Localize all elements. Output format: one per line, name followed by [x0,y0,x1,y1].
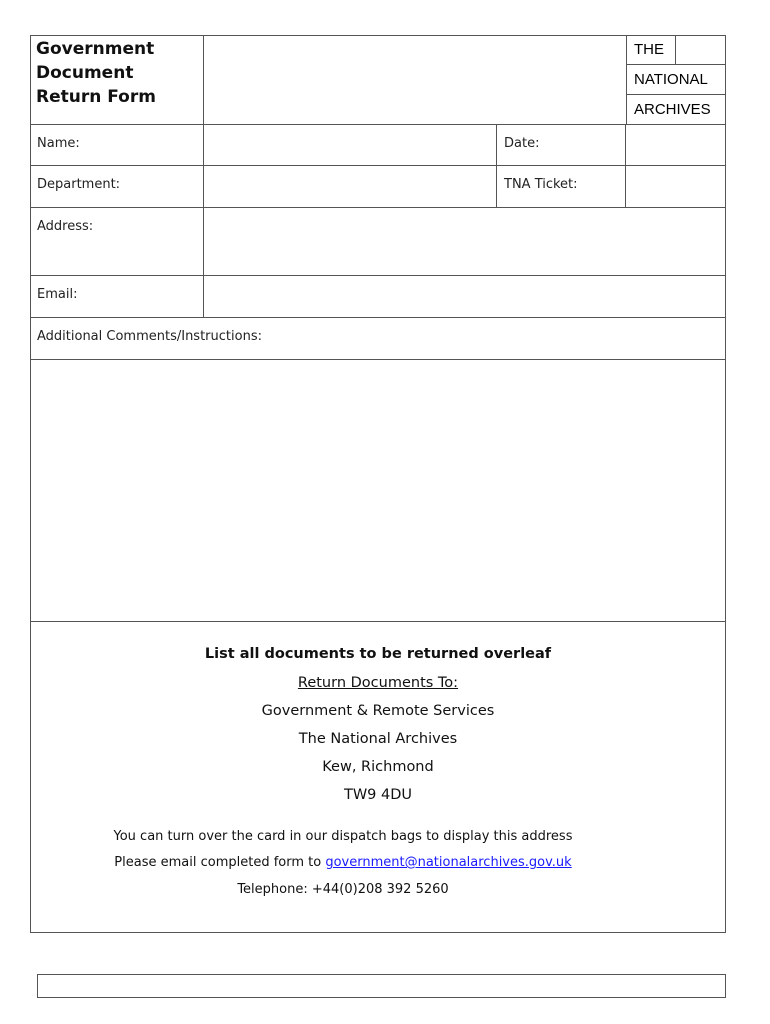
comments-label: Additional Comments/Instructions: [37,329,262,344]
bottom-box [37,974,726,998]
email-input[interactable] [204,276,726,317]
logo-archives: ARCHIVES [634,101,711,118]
address-line: Kew, Richmond [322,759,434,775]
name-label: Name: [37,136,80,151]
email-instruction [30,855,656,870]
address-line: Government & Remote Services [261,703,495,719]
form-title [36,37,156,109]
address-label: Address: [37,219,94,234]
logo-divider [626,64,726,65]
name-input[interactable] [204,125,496,165]
tna-ticket-label: TNA Ticket: [504,177,578,192]
logo-divider [626,94,726,95]
date-label: Date: [504,136,540,151]
divider [30,621,726,622]
logo-the: THE [634,41,664,58]
overleaf-heading: List all documents to be returned overleaf [204,646,552,662]
email-prefix: Please email completed form to [114,855,326,870]
dispatch-note: You can turn over the card in our dispatch bags to display this address [113,829,573,844]
address-line: The National Archives [298,731,458,747]
email-label: Email: [37,287,78,302]
department-label: Department: [37,177,121,192]
divider [496,124,497,207]
tna-ticket-input[interactable] [626,166,726,207]
return-to-label: Return Documents To: [297,675,459,691]
title-blank-field[interactable] [204,36,626,124]
divider [30,317,726,318]
address-input[interactable] [204,208,726,275]
comments-textarea[interactable] [31,360,726,621]
logo-divider [675,35,676,65]
divider [626,35,627,125]
email-link[interactable]: government@nationalarchives.gov.uk [325,855,572,870]
title-line: Government [36,39,155,59]
date-input[interactable] [626,125,726,165]
logo-national: NATIONAL [634,71,708,88]
address-line: TW9 4DU [343,787,413,803]
telephone: Telephone: +44(0)208 392 5260 [237,882,449,897]
department-input[interactable] [204,166,496,207]
title-line: Document [36,63,134,83]
title-line: Return Form [36,87,156,107]
